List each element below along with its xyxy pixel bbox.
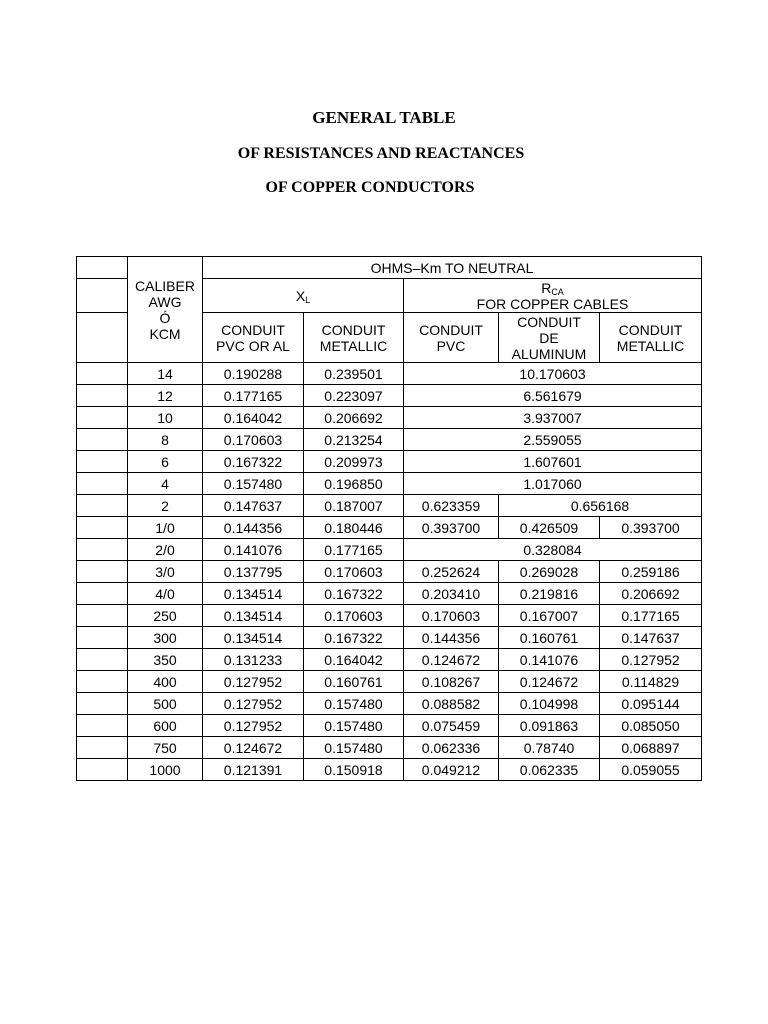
xl-metallic-cell: 0.196850 (304, 473, 404, 495)
r-pvc-cell: 0.144356 (404, 627, 499, 649)
xl-pvc-cell: 0.127952 (203, 715, 304, 737)
xl-pvc-cell: 0.190288 (203, 363, 304, 385)
xl-metallic-cell: 0.160761 (304, 671, 404, 693)
col-header-line: CONDUIT (221, 321, 285, 338)
r-aluminum-cell: 0.062335 (499, 759, 600, 781)
blank-cell (77, 407, 128, 429)
xl-pvc-cell: 0.131233 (203, 649, 304, 671)
table-row (77, 627, 702, 649)
r-pvc-cell: 0.252624 (404, 561, 499, 583)
blank-cell (77, 583, 128, 605)
xl-metallic-cell: 0.150918 (304, 759, 404, 781)
table-row (77, 561, 702, 583)
r-pvc-cell: 0.623359 (404, 495, 499, 517)
r-aluminum-cell: 0.426509 (499, 517, 600, 539)
xl-metallic-cell: 0.157480 (304, 737, 404, 759)
table-row (77, 583, 702, 605)
col-header-xl-pvc (203, 313, 304, 363)
table-row (77, 407, 702, 429)
r-aluminum-cell: 0.124672 (499, 671, 600, 693)
blank-cell (77, 671, 128, 693)
xl-pvc-cell: 0.157480 (203, 473, 304, 495)
r-pvc-cell: 0.203410 (404, 583, 499, 605)
r-pvc-cell: 0.170603 (404, 605, 499, 627)
r-pvc-cell: 0.049212 (404, 759, 499, 781)
xl-metallic-cell: 0.223097 (304, 385, 404, 407)
table-row (77, 605, 702, 627)
rca-symbol: R (541, 279, 552, 296)
r-merged-cell: 3.937007 (404, 407, 702, 429)
r-metallic-cell: 0.147637 (600, 627, 702, 649)
r-aluminum-cell: 0.091863 (499, 715, 600, 737)
xl-pvc-cell: 0.141076 (203, 539, 304, 561)
caliber-cell: 2 (128, 495, 203, 517)
xl-metallic-cell: 0.157480 (304, 693, 404, 715)
xl-pvc-cell: 0.170603 (203, 429, 304, 451)
caliber-cell: 250 (128, 605, 203, 627)
xl-metallic-cell: 0.164042 (304, 649, 404, 671)
xl-metallic-cell: 0.209973 (304, 451, 404, 473)
xl-metallic-cell: 0.213254 (304, 429, 404, 451)
xl-pvc-cell: 0.134514 (203, 583, 304, 605)
caliber-cell: 350 (128, 649, 203, 671)
blank-cell (77, 627, 128, 649)
table-row (77, 539, 702, 561)
blank-cell (77, 539, 128, 561)
r-aluminum-cell: 0.269028 (499, 561, 600, 583)
r-metallic-cell: 0.059055 (600, 759, 702, 781)
table-row (77, 385, 702, 407)
header-row-group (77, 257, 702, 279)
xl-pvc-cell: 0.127952 (203, 693, 304, 715)
r-merged-cell: 0.656168 (499, 495, 702, 517)
xl-pvc-cell: 0.127952 (203, 671, 304, 693)
xl-subscript: L (305, 294, 311, 305)
caliber-header-line: KCM (149, 325, 181, 342)
xl-pvc-cell: 0.134514 (203, 627, 304, 649)
xl-pvc-cell: 0.121391 (203, 759, 304, 781)
caliber-header-line: CALIBER (135, 277, 195, 294)
col-header-r-pvc (404, 313, 499, 363)
caliber-cell: 4 (128, 473, 203, 495)
caliber-cell: 12 (128, 385, 203, 407)
caliber-cell: 400 (128, 671, 203, 693)
r-pvc-cell: 0.124672 (404, 649, 499, 671)
caliber-cell: 2/0 (128, 539, 203, 561)
xl-metallic-cell: 0.167322 (304, 583, 404, 605)
caliber-cell: 750 (128, 737, 203, 759)
xl-metallic-cell: 0.170603 (304, 605, 404, 627)
ohms-km-to-neutral-header: OHMS–Km TO NEUTRAL (203, 257, 702, 279)
r-metallic-cell: 0.095144 (600, 693, 702, 715)
caliber-cell: 1000 (128, 759, 203, 781)
r-pvc-cell: 0.108267 (404, 671, 499, 693)
r-merged-cell: 1.017060 (404, 473, 702, 495)
col-header-line: METALLIC (616, 337, 685, 354)
r-aluminum-cell: 0.141076 (499, 649, 600, 671)
r-metallic-cell: 0.177165 (600, 605, 702, 627)
xl-pvc-cell: 0.167322 (203, 451, 304, 473)
r-pvc-cell: 0.088582 (404, 693, 499, 715)
title-resistances-reactances: OF RESISTANCES AND REACTANCES (237, 145, 525, 162)
caliber-cell: 10 (128, 407, 203, 429)
col-header-line: METALLIC (319, 337, 388, 354)
col-header-xl-metallic (304, 313, 404, 363)
caliber-cell: 1/0 (128, 517, 203, 539)
xl-symbol: X (295, 287, 306, 304)
rca-subscript: CA (551, 286, 564, 297)
r-merged-cell: 10.170603 (404, 363, 702, 385)
xl-pvc-cell: 0.134514 (203, 605, 304, 627)
r-metallic-cell: 0.127952 (600, 649, 702, 671)
blank-cell (77, 693, 128, 715)
r-merged-cell: 1.607601 (404, 451, 702, 473)
col-header-line: CONDUIT (321, 321, 386, 338)
blank-cell (77, 473, 128, 495)
caliber-header-line: AWG (148, 293, 182, 310)
table-row (77, 429, 702, 451)
xl-metallic-cell: 0.180446 (304, 517, 404, 539)
xl-metallic-cell: 0.157480 (304, 715, 404, 737)
col-header-line: ALUMINUM (511, 345, 587, 362)
caliber-cell: 6 (128, 451, 203, 473)
table-row (77, 649, 702, 671)
blank-cell (77, 737, 128, 759)
blank-header-cell (77, 313, 128, 363)
col-header-line: PVC OR AL (216, 337, 290, 354)
r-merged-cell: 0.328084 (404, 539, 702, 561)
r-aluminum-cell: 0.219816 (499, 583, 600, 605)
title-general-table: GENERAL TABLE (312, 108, 456, 127)
r-merged-cell: 6.561679 (404, 385, 702, 407)
title-copper-conductors: OF COPPER CONDUCTORS (265, 179, 475, 196)
xl-pvc-cell: 0.144356 (203, 517, 304, 539)
caliber-cell: 3/0 (128, 561, 203, 583)
table-row (77, 451, 702, 473)
r-metallic-cell: 0.114829 (600, 671, 702, 693)
blank-cell (77, 517, 128, 539)
xl-metallic-cell: 0.177165 (304, 539, 404, 561)
r-aluminum-cell: 0.78740 (499, 737, 600, 759)
table-row (77, 671, 702, 693)
xl-pvc-cell: 0.124672 (203, 737, 304, 759)
blank-header-cell (77, 257, 128, 279)
xl-pvc-cell: 0.164042 (203, 407, 304, 429)
caliber-header (128, 257, 203, 363)
r-metallic-cell: 0.259186 (600, 561, 702, 583)
blank-cell (77, 715, 128, 737)
xl-metallic-cell: 0.187007 (304, 495, 404, 517)
r-metallic-cell: 0.085050 (600, 715, 702, 737)
col-header-line: DE (539, 329, 559, 346)
table-row (77, 715, 702, 737)
blank-cell (77, 451, 128, 473)
r-metallic-cell: 0.393700 (600, 517, 702, 539)
col-header-line: PVC (436, 337, 466, 354)
blank-cell (77, 363, 128, 385)
blank-cell (77, 385, 128, 407)
col-header-r-aluminum (499, 313, 600, 363)
caliber-cell: 4/0 (128, 583, 203, 605)
r-pvc-cell: 0.393700 (404, 517, 499, 539)
table-row (77, 495, 702, 517)
col-header-line: CONDUIT (517, 313, 581, 330)
table-row (77, 737, 702, 759)
xl-metallic-cell: 0.239501 (304, 363, 404, 385)
r-aluminum-cell: 0.167007 (499, 605, 600, 627)
caliber-cell: 600 (128, 715, 203, 737)
xl-metallic-cell: 0.206692 (304, 407, 404, 429)
xl-pvc-cell: 0.147637 (203, 495, 304, 517)
table-row (77, 473, 702, 495)
blank-header-cell (77, 279, 128, 313)
r-merged-cell: 2.559055 (404, 429, 702, 451)
table-row (77, 693, 702, 715)
table-row (77, 517, 702, 539)
r-aluminum-cell: 0.160761 (499, 627, 600, 649)
xl-metallic-cell: 0.167322 (304, 627, 404, 649)
table-row (77, 759, 702, 781)
col-header-line: CONDUIT (618, 321, 683, 338)
xl-metallic-cell: 0.170603 (304, 561, 404, 583)
r-metallic-cell: 0.068897 (600, 737, 702, 759)
resistance-rca-header (404, 279, 702, 313)
blank-cell (77, 561, 128, 583)
table-row (77, 363, 702, 385)
col-header-r-metallic (600, 313, 702, 363)
blank-cell (77, 649, 128, 671)
caliber-cell: 500 (128, 693, 203, 715)
caliber-cell: 8 (128, 429, 203, 451)
caliber-header-line: Ó (159, 309, 171, 326)
xl-pvc-cell: 0.177165 (203, 385, 304, 407)
caliber-cell: 14 (128, 363, 203, 385)
caliber-cell: 300 (128, 627, 203, 649)
blank-cell (77, 495, 128, 517)
r-aluminum-cell: 0.104998 (499, 693, 600, 715)
rca-caption: FOR COPPER CABLES (476, 295, 629, 312)
r-pvc-cell: 0.075459 (404, 715, 499, 737)
r-metallic-cell: 0.206692 (600, 583, 702, 605)
reactance-xl-header (203, 279, 404, 313)
blank-cell (77, 429, 128, 451)
col-header-line: CONDUIT (419, 321, 483, 338)
blank-cell (77, 759, 128, 781)
r-pvc-cell: 0.062336 (404, 737, 499, 759)
blank-cell (77, 605, 128, 627)
resistance-reactance-table (76, 256, 702, 781)
xl-pvc-cell: 0.137795 (203, 561, 304, 583)
